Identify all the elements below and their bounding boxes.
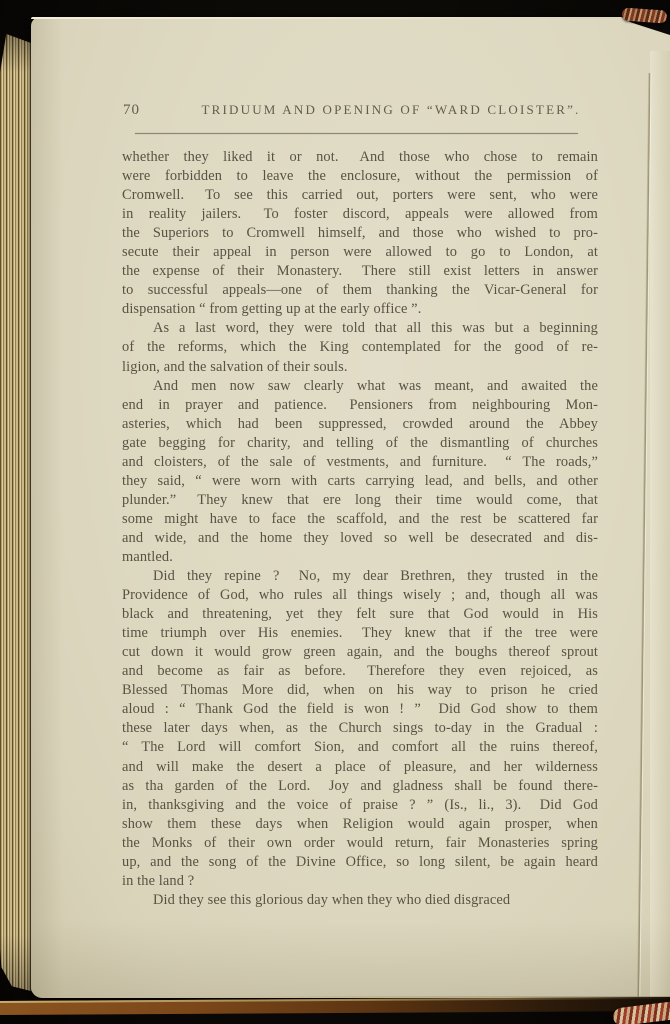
text-line: as tha garden of the Lord. Joy and gladness shall be found there-	[122, 777, 598, 794]
text-line: and become as fair as before. Therefore they even rejoiced, as	[122, 663, 598, 680]
text-line: As a last word, they were told that all this was but a beginning	[153, 320, 598, 337]
text-line: secute their appeal in person were allowed to go to London, at	[122, 244, 598, 261]
text-line: Did they repine ? No, my dear Brethren, they trusted in the	[153, 568, 598, 585]
adjacent-page-sliver	[650, 51, 670, 998]
book-page	[31, 17, 670, 998]
text-line: these later days when, as the Church sings to-day in the Gradual :	[122, 720, 598, 737]
text-line: Blessed Thomas More did, when on his way to prison he cried	[122, 682, 598, 699]
book-cover-edge	[0, 997, 670, 1015]
text-line: aloud : “ Thank God the field is won ! ” Did God show to them	[122, 701, 598, 718]
text-line: some might have to face the scaffold, and the rest be scattered far	[122, 510, 598, 527]
text-line: end in prayer and patience. Pensioners from neighbouring Mon-	[122, 396, 598, 413]
running-title: TRIDUUM AND OPENING OF “WARD CLOISTER”.	[201, 102, 581, 117]
header-rule	[135, 133, 578, 134]
text-line: ligion, and the salvation of their souls.	[122, 358, 348, 375]
text-line: Cromwell. To see this carried out, porters were sent, who were	[122, 187, 598, 204]
text-line: “ The Lord will comfort Sion, and comfort all the ruins thereof,	[122, 739, 598, 756]
text-line: and will make the desert a place of pleasure, and her wilderness	[122, 758, 598, 775]
text-line: Did they see this glorious day when they who died disgraced	[153, 891, 511, 908]
running-header	[123, 102, 599, 119]
text-line: to successful appeals—one of them thanking the Vicar-General for	[122, 282, 598, 299]
text-line: of the reforms, which the King contemplated for the good of re-	[122, 339, 598, 356]
text-line: the expense of their Monastery. There still exist letters in answer	[122, 263, 598, 280]
text-line: dispensation “ from getting up at the early office ”.	[122, 301, 422, 318]
text-line: in, thanksgiving and the voice of praise ? ” (Is., li., 3). Did God	[122, 796, 598, 813]
text-line: and cloisters, of the sale of vestments, and furniture. “ The roads,”	[122, 453, 598, 470]
text-line: the Superiors to Cromwell himself, and those who wished to pro-	[122, 225, 598, 242]
text-line: mantled.	[122, 548, 173, 565]
text-line: plunder.” They knew that ere long their time would come, that	[122, 491, 598, 508]
text-line: And men now saw clearly what was meant, and awaited the	[153, 377, 598, 394]
text-line: up, and the song of the Divine Office, so long silent, be again heard	[122, 853, 598, 870]
page-body	[122, 148, 598, 910]
text-line: cut down it would grow green again, and the boughs thereof sprout	[122, 644, 598, 661]
text-line: gate begging for charity, and telling of the dismantling of churches	[122, 434, 598, 451]
text-line: in the land ?	[122, 872, 195, 889]
text-line: Providence of God, who rules all things wisely ; and, though all was	[122, 587, 598, 604]
text-line: were forbidden to leave the enclosure, without the permission of	[122, 168, 598, 185]
text-line: in reality jailers. To foster discord, appeals were allowed from	[122, 206, 598, 223]
text-line: they said, “ were worn with carts carrying lead, and bells, and other	[122, 472, 598, 489]
text-line: and wide, and the home they loved so well be desecrated and dis-	[122, 529, 598, 546]
text-line: whether they liked it or not. And those who chose to remain	[122, 149, 598, 165]
text-line: show them these days when Religion would again prosper, when	[122, 815, 598, 832]
page-number: 70	[123, 102, 140, 118]
text-line: black and threatening, yet they felt sure that God would in His	[122, 606, 598, 623]
text-line: the Monks of their own order would return, fair Monasteries spring	[122, 834, 598, 851]
text-line: asteries, which had been suppressed, crowded around the Abbey	[122, 415, 598, 432]
page-edges-stack	[0, 34, 35, 992]
text-line: time triumph over His enemies. They knew that if the tree were	[122, 625, 598, 642]
